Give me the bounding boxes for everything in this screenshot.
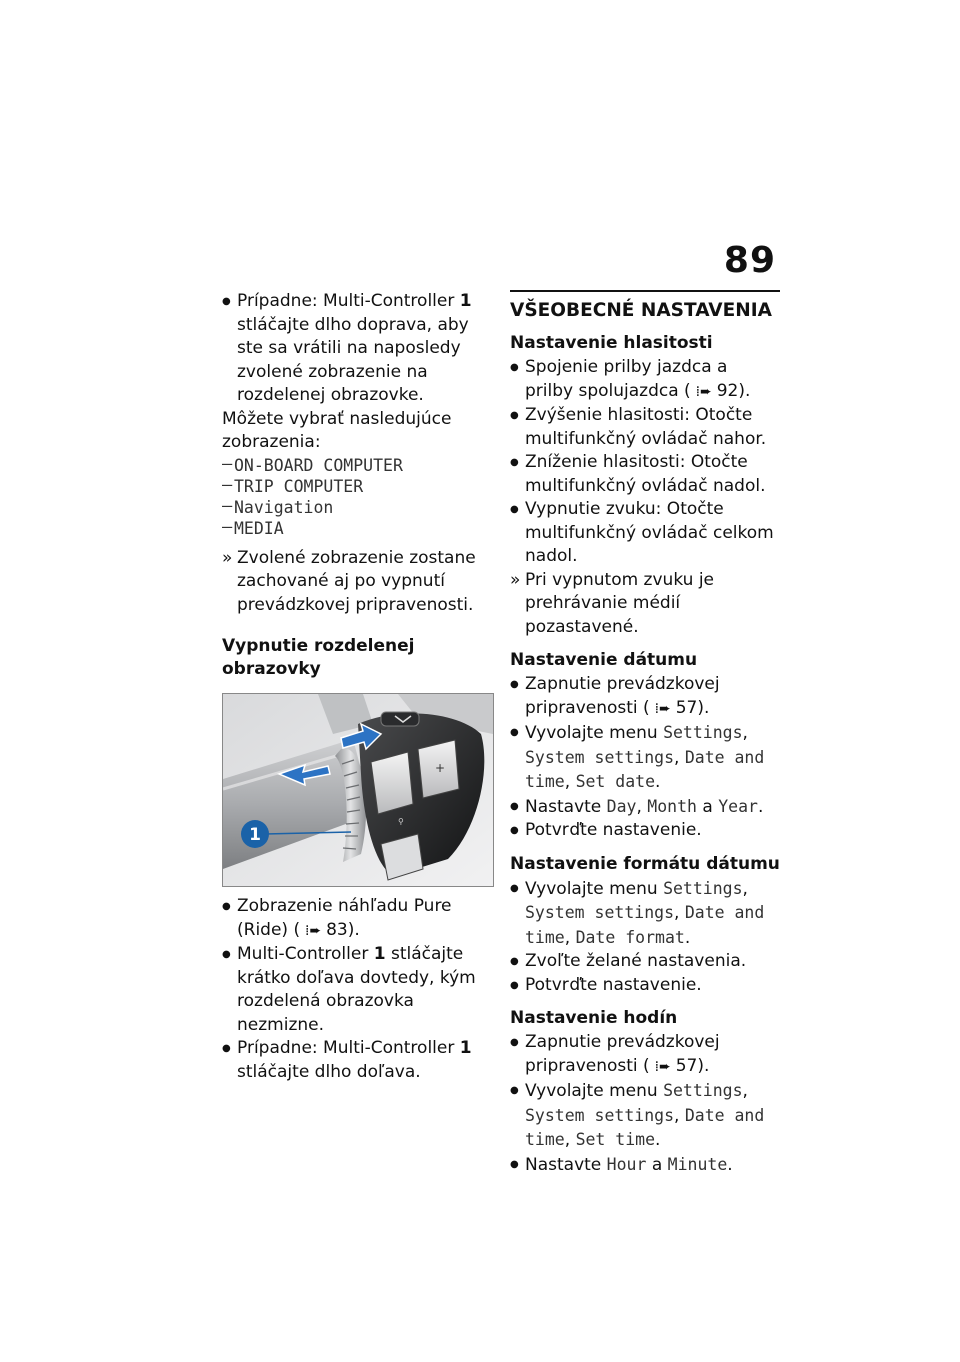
menu-path: Date and time [525, 903, 765, 947]
section-heading: Nastavenie formátu dátumu [510, 853, 780, 874]
right-column [510, 290, 780, 1177]
handlebar-controller-illustration [223, 694, 493, 886]
list-item: ● Vyvolajte menu Settings, System settings, Date and time, Set time. [510, 1079, 780, 1153]
menu-path: System settings [525, 1105, 675, 1125]
menu-path: System settings [525, 747, 675, 767]
section-heading: Nastavenie dátumu [510, 650, 698, 670]
callout-ref: 1 [459, 291, 472, 311]
view-option: – ON-BOARD COMPUTER [222, 455, 494, 476]
menu-path: Settings [663, 723, 743, 742]
result-item: » Zvolené zobrazenie zostane zachované aj po vypnutí prevádzkovej pripravenosti. [222, 547, 494, 618]
list-item: ● Prípadne: Multi-Controller 1 stláčajte dlho doľava. [222, 1037, 494, 1084]
list-item: ● Zvýšenie hlasitosti: Otočte multifunkčný ovládač nahor. [510, 404, 780, 451]
svg-text:⚲: ⚲ [398, 817, 404, 826]
menu-path: Date and time [525, 1105, 765, 1149]
list-item: ● Potvrďte nastavenie. [510, 819, 780, 843]
menu-path: Set time [575, 1130, 656, 1149]
left-column [222, 290, 494, 1084]
list-item: ● Vyvolajte menu Settings, System settings, Date and time, Date format. [510, 877, 780, 951]
menu-path: Settings [663, 1081, 743, 1100]
menu-path: System settings [525, 903, 675, 922]
list-item: ● Vypnutie zvuku: Otočte multifunkčný ovládač celkom nadol. [510, 498, 780, 569]
svg-text:+: + [435, 761, 446, 775]
list-item: ● Zníženie hlasitosti: Otočte multifunkčný ovládač nadol. [510, 451, 780, 498]
menu-path: Settings [663, 878, 743, 898]
view-option: – Navigation [222, 497, 494, 518]
list-item: ● Multi-Controller 1 stláčajte krátko doľava dovtedy, kým rozdelená obrazovka nezmizne. [222, 943, 494, 1037]
view-option: – MEDIA [222, 518, 494, 539]
list-item: ● Prípadne: Multi-Controller 1 stláčajte dlho doprava, aby ste sa vrátili na naposledy zvolené zobrazenie na rozdelenej obrazovke. [222, 290, 494, 408]
chapter-heading: VŠEOBECNÉ NASTAVENIA [510, 290, 780, 322]
page-reference-arrow-icon: ⁞➨ [654, 700, 671, 717]
menu-path: Day [606, 796, 637, 816]
list-item: ● Zobrazenie náhľadu Pure (Ride) ( ⁞➨ 83). [222, 895, 494, 943]
section-heading: Nastavenie hodín [510, 1008, 678, 1028]
section-heading: Vypnutie rozdelenej obrazovky [222, 636, 415, 679]
menu-path: Hour [606, 1154, 647, 1174]
menu-path: Date format [575, 927, 685, 947]
list-item: ● Zvoľte želané nastavenia. [510, 950, 780, 974]
controller-figure [222, 693, 494, 887]
list-item: ● Nastavte Hour a Minute. [510, 1153, 780, 1178]
list-item: ● Spojenie prilby jazdca a prilby spolujazdca ( ⁞➨ 92). [510, 356, 780, 404]
list-item: ● Vyvolajte menu Settings, System settings, Date and time, Set date. [510, 721, 780, 795]
section-heading: Nastavenie hlasitosti [510, 333, 713, 353]
menu-path: Year [718, 796, 758, 816]
page-number: 89 [723, 240, 776, 281]
page-reference-arrow-icon: ⁞➨ [305, 922, 322, 939]
menu-path: Set date [575, 772, 656, 791]
list-item: ● Nastavte Day, Month a Year. [510, 795, 780, 820]
list-item: ● Zapnutie prevádzkovej pripravenosti ( ⁞➨ 57). [510, 673, 780, 721]
menu-path: Minute [667, 1154, 728, 1174]
paragraph: Môžete vybrať nasledujúce zobrazenia: [222, 408, 452, 452]
menu-path: Date and time [525, 747, 765, 791]
callout-ref: 1 [373, 944, 386, 964]
view-option: – TRIP COMPUTER [222, 476, 494, 497]
callout-ref: 1 [459, 1038, 472, 1058]
list-item: ● Potvrďte nastavenie. [510, 974, 780, 998]
result-item: » Pri vypnutom zvuku je prehrávanie médií pozastavené. [510, 569, 780, 640]
callout-number: 1 [249, 825, 261, 845]
list-item: ● Zapnutie prevádzkovej pripravenosti ( ⁞➨ 57). [510, 1031, 780, 1079]
page-reference-arrow-icon: ⁞➨ [654, 1058, 671, 1075]
menu-path: Month [647, 796, 697, 816]
page-reference-arrow-icon: ⁞➨ [695, 383, 712, 400]
